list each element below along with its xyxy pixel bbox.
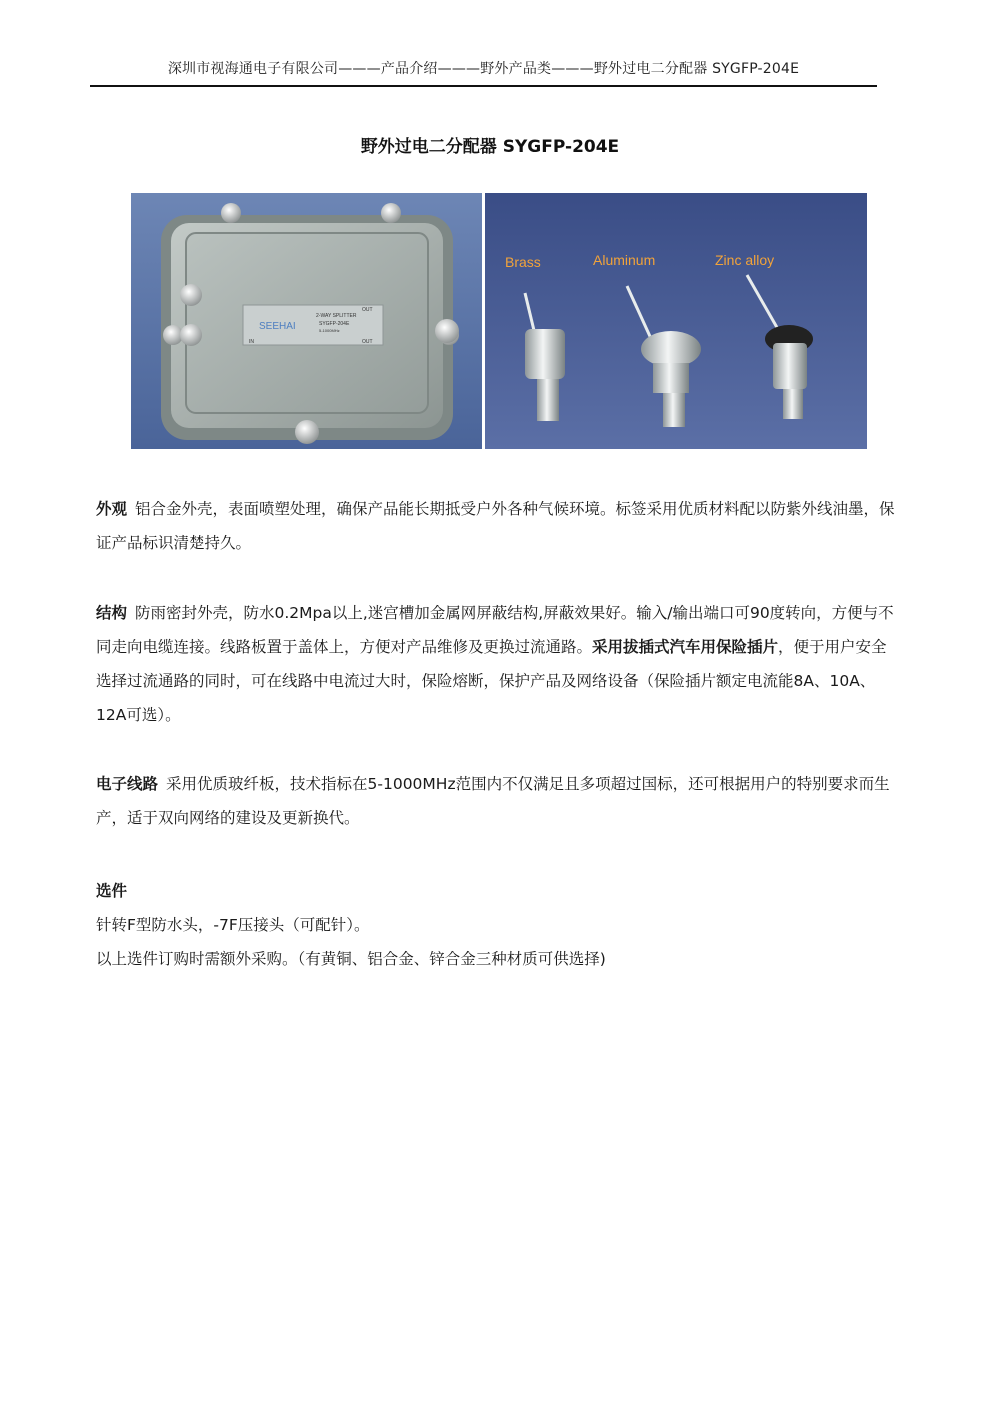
- options-line-2: 以上选件订购时需额外采购。（有黄铜、铝合金、锌合金三种材质可供选择): [96, 950, 606, 968]
- brass-body: [525, 329, 565, 379]
- label-aluminum: Aluminum: [593, 252, 656, 268]
- aluminum-thread: [663, 393, 685, 427]
- section-options: [96, 874, 896, 976]
- structure-text-a: 防雨密封外壳，防水0.2Mpa以上,迷宫槽加金属网屏蔽结构,屏蔽效果好。输入/输出端口可90度转向，方便与不同走向电缆连接。线路板置于盖体上，方便对产品维修及更换过流通路。: [96, 604, 894, 656]
- brass-thread: [537, 379, 559, 421]
- zinc-thread: [783, 389, 803, 419]
- circuit-text: 采用优质玻纤板，技术指标在5-1000MHz范围内不仅满足且多项超过国标，还可根据用户的特别要求而生产，适于双向网络的建设及更新换代。: [96, 775, 890, 827]
- structure-label: 结构: [96, 604, 128, 622]
- document-title: 野外过电二分配器 SYGFP-204E: [360, 137, 620, 157]
- page-header: 深圳市视海通电子有限公司———产品介绍———野外产品类———野外过电二分配器 SYGFP-204E: [167, 61, 800, 77]
- section-structure: [96, 596, 896, 732]
- appearance-text: 铝合金外壳，表面喷塑处理，确保产品能长期抵受户外各种气候环境。标签采用优质材料配以防紫外线油墨，保证产品标识清楚持久。: [96, 500, 895, 552]
- options-label: 选件: [96, 882, 128, 900]
- svg-text:5-1000MHz: 5-1000MHz: [319, 328, 340, 333]
- connectors-photo: [485, 193, 867, 449]
- svg-text:IN: IN: [249, 339, 254, 345]
- aluminum-nut: [641, 331, 701, 367]
- label-brand: SEEHAI: [259, 321, 296, 332]
- svg-text:SYGFP-204E: SYGFP-204E: [319, 321, 350, 327]
- options-line-1: 针转F型防水头，-7F压接头（可配针）。: [96, 916, 370, 934]
- label-brass: Brass: [505, 254, 541, 270]
- aluminum-body: [653, 363, 689, 393]
- structure-text-b: ，便于用户安全选择过流通路的同时，可在线路中电流过大时，保险熔断，保护产品及网络设备（保险插片额定电流能8A、10A、12A可选）。: [96, 638, 887, 724]
- label-zinc-alloy: Zinc alloy: [715, 252, 775, 268]
- circuit-label: 电子线路: [96, 775, 159, 793]
- splitter-photo: [131, 193, 482, 449]
- svg-text:2-WAY SPLITTER: 2-WAY SPLITTER: [316, 313, 357, 319]
- svg-text:OUT: OUT: [362, 339, 373, 345]
- appearance-label: 外观: [96, 500, 128, 518]
- svg-text:OUT: OUT: [362, 307, 373, 313]
- section-circuit: [96, 767, 896, 835]
- zinc-body: [773, 343, 807, 389]
- structure-text-bold: 采用拔插式汽车用保险插片: [592, 638, 779, 656]
- header-rule: [90, 85, 877, 87]
- section-appearance: [96, 492, 896, 560]
